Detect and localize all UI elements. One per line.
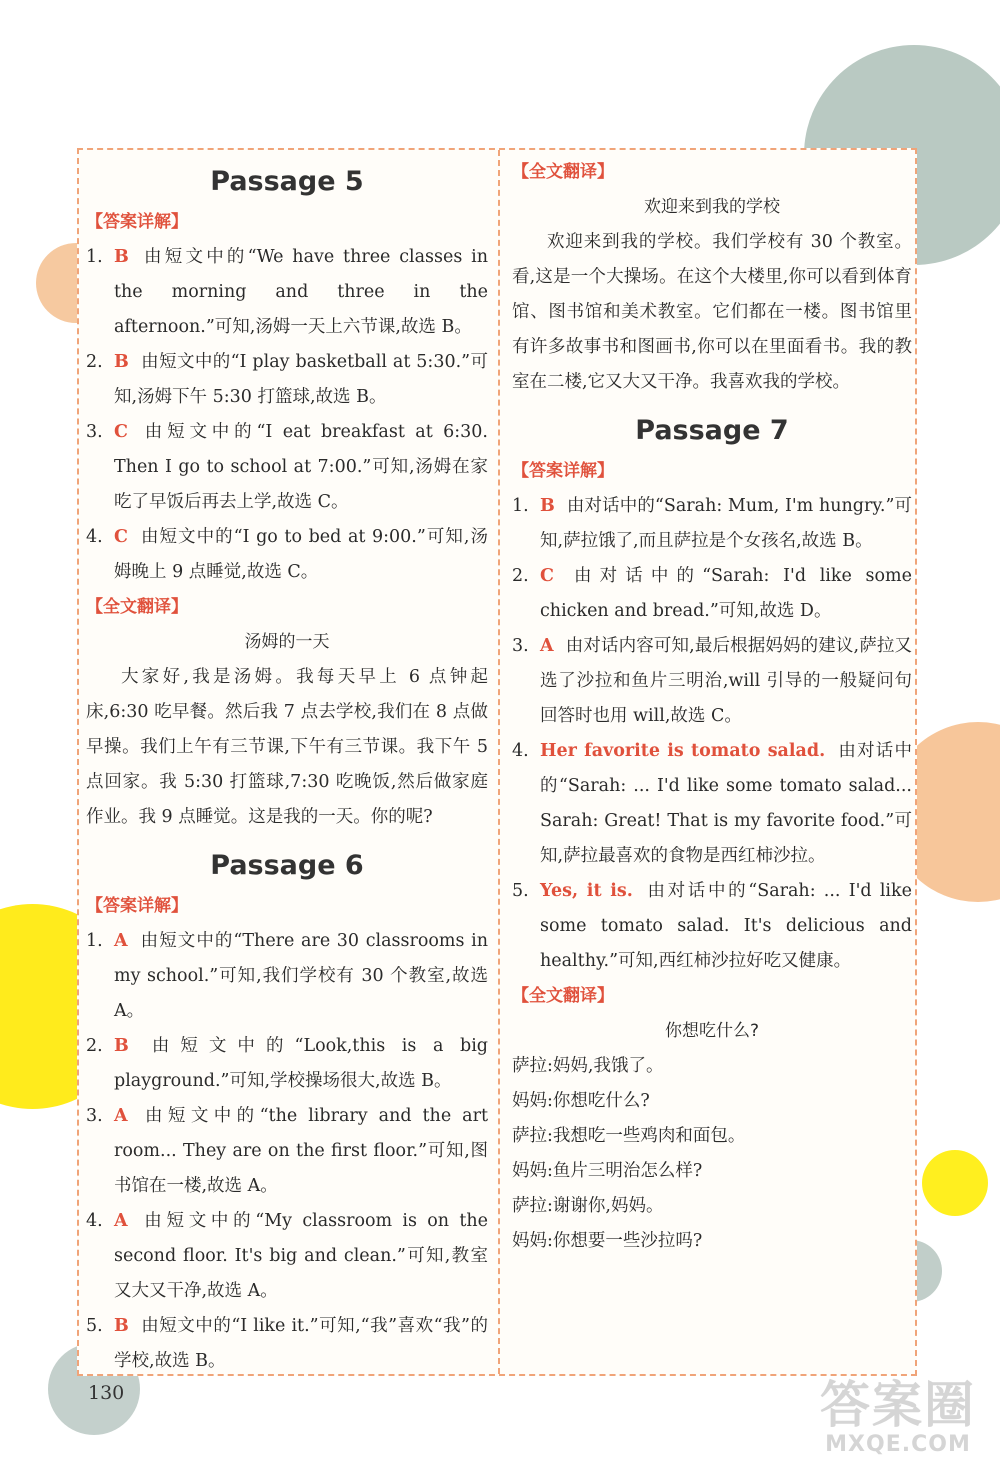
dialogue-line: 妈妈:你想要一些沙拉吗? bbox=[512, 1231, 703, 1251]
passage-7-translation-title: 你想吃什么? bbox=[664, 1021, 760, 1041]
watermark-site: MXQE.COM bbox=[825, 1432, 971, 1457]
answer-explanation: 由短文中的“We have three classes in the morning and three in the afternoon.”可知,汤姆一天上六节课,故选 B。 bbox=[114, 247, 488, 337]
answer-item bbox=[86, 1309, 488, 1379]
item-number: 4. bbox=[86, 527, 103, 547]
item-number: 4. bbox=[512, 741, 529, 761]
answer-item bbox=[86, 415, 488, 520]
passage-5-answers-tag: 【答案详解】 bbox=[86, 212, 188, 232]
answer-item bbox=[86, 1099, 488, 1204]
passage-6-translation-title: 欢迎来到我的学校 bbox=[644, 197, 780, 217]
passage-5-translation: 大家好,我是汤姆。我每天早上 6 点钟起床,6:30 吃早餐。然后我 7 点去学校,我们在 8 点做早操。我们上午有三节课,下午有三节课。我下午 5 点回家。我 5:30 打篮球,7:30 吃晚饭,然后做家庭作业。我 9 点睡觉。这是我的一天。你的呢? bbox=[86, 667, 488, 827]
answer-letter: B bbox=[114, 1316, 129, 1336]
watermark-logo bbox=[820, 1376, 976, 1457]
right-column bbox=[512, 155, 912, 1259]
answer-explanation: 由短文中的“There are 30 classrooms in my school.”可知,我们学校有 30 个教室,故选 A。 bbox=[114, 931, 488, 1021]
answer-item bbox=[512, 734, 912, 874]
answer-explanation: 由对话中的“Sarah: ... I'd like some tomato salad... Sarah: Great! That is my favorite food.”可知,萨拉最喜欢的食物是西红柿沙拉。 bbox=[540, 741, 912, 866]
answer-item bbox=[512, 559, 912, 629]
dialogue-line: 萨拉:我想吃一些鸡肉和面包。 bbox=[512, 1126, 746, 1146]
answer-explanation: 由短文中的“I play basketball at 5:30.”可知,汤姆下午 5:30 打篮球,故选 B。 bbox=[114, 352, 488, 407]
dialogue-line: 萨拉:谢谢你,妈妈。 bbox=[512, 1196, 664, 1216]
answer-letter: A bbox=[540, 636, 554, 656]
item-number: 5. bbox=[86, 1316, 103, 1336]
answer-phrase: Yes, it is. bbox=[540, 881, 633, 901]
answer-letter: C bbox=[540, 566, 554, 586]
answer-item bbox=[86, 1029, 488, 1099]
answer-explanation: 由短文中的“I eat breakfast at 6:30. Then I go to school at 7:00.”可知,汤姆在家吃了早饭后再去上学,故选 C。 bbox=[114, 422, 488, 512]
answer-letter: A bbox=[114, 931, 128, 951]
answer-explanation: 由对话内容可知,最后根据妈妈的建议,萨拉又选了沙拉和鱼片三明治,will 引导的一般疑问句回答时也用 will,故选 C。 bbox=[540, 636, 912, 726]
passage-5-translation-tag: 【全文翻译】 bbox=[86, 597, 188, 617]
answer-item bbox=[512, 874, 912, 979]
answer-letter: B bbox=[540, 496, 555, 516]
item-number: 5. bbox=[512, 881, 529, 901]
left-column bbox=[86, 157, 488, 1379]
answer-explanation: 由短文中的“I like it.”可知,“我”喜欢“我”的学校,故选 B。 bbox=[114, 1316, 488, 1371]
answer-item bbox=[86, 345, 488, 415]
answer-item bbox=[86, 924, 488, 1029]
answer-explanation: 由短文中的“My classroom is on the second floor. It's big and clean.”可知,教室又大又干净,故选 A。 bbox=[114, 1211, 488, 1301]
item-number: 2. bbox=[86, 352, 103, 372]
page-number: 130 bbox=[88, 1382, 125, 1404]
item-number: 2. bbox=[86, 1036, 103, 1056]
item-number: 1. bbox=[86, 247, 103, 267]
answer-phrase: Her favorite is tomato salad. bbox=[540, 741, 826, 761]
item-number: 4. bbox=[86, 1211, 103, 1231]
passage-6-answers-tag: 【答案详解】 bbox=[86, 896, 188, 916]
answer-item bbox=[86, 240, 488, 345]
passage-5-title: Passage 5 bbox=[210, 166, 364, 197]
answer-letter: C bbox=[114, 422, 128, 442]
passage-6-title: Passage 6 bbox=[210, 850, 364, 881]
answer-explanation: 由短文中的“I go to bed at 9:00.”可知,汤姆晚上 9 点睡觉,故选 C。 bbox=[114, 527, 488, 582]
answer-explanation: 由对话中的“Sarah: ... I'd like some tomato salad. It's delicious and healthy.”可知,西红柿沙拉好吃又健康。 bbox=[540, 881, 912, 971]
answer-letter: B bbox=[114, 352, 129, 372]
item-number: 3. bbox=[86, 422, 103, 442]
passage-7-answers-tag: 【答案详解】 bbox=[512, 461, 614, 481]
item-number: 2. bbox=[512, 566, 529, 586]
passage-7-translation-tag: 【全文翻译】 bbox=[512, 986, 614, 1006]
answer-explanation: 由短文中的“Look,this is a big playground.”可知,学校操场很大,故选 B。 bbox=[114, 1036, 488, 1091]
dialogue-line: 萨拉:妈妈,我饿了。 bbox=[512, 1056, 664, 1076]
answer-explanation: 由对话中的“Sarah: Mum, I'm hungry.”可知,萨拉饿了,而且萨拉是个女孩名,故选 B。 bbox=[540, 496, 912, 551]
dialogue-line: 妈妈:鱼片三明治怎么样? bbox=[512, 1161, 703, 1181]
answer-item bbox=[512, 629, 912, 734]
answer-explanation: 由对话中的“Sarah: I'd like some chicken and bread.”可知,故选 D。 bbox=[540, 566, 912, 621]
answer-letter: C bbox=[114, 527, 128, 547]
answer-item bbox=[512, 489, 912, 559]
answer-letter: B bbox=[114, 1036, 129, 1056]
answer-letter: B bbox=[114, 247, 129, 267]
answer-explanation: 由短文中的“the library and the art room... They are on the first floor.”可知,图书馆在一楼,故选 A。 bbox=[114, 1106, 488, 1196]
watermark-logo-text: 答案圈 bbox=[820, 1376, 976, 1434]
decor-circle-yellow-right bbox=[922, 1150, 988, 1216]
dialogue-line: 妈妈:你想吃什么? bbox=[512, 1091, 650, 1111]
answer-item bbox=[86, 520, 488, 590]
column-divider bbox=[498, 150, 500, 1374]
item-number: 1. bbox=[86, 931, 103, 951]
item-number: 3. bbox=[512, 636, 529, 656]
item-number: 3. bbox=[86, 1106, 103, 1126]
passage-5-translation-title: 汤姆的一天 bbox=[244, 632, 330, 652]
answer-item bbox=[86, 1204, 488, 1309]
answer-letter: A bbox=[114, 1211, 128, 1231]
passage-6-translation: 欢迎来到我的学校。我们学校有 30 个教室。看,这是一个大操场。在这个大楼里,你可以看到体育馆、图书馆和美术教室。它们都在一楼。图书馆里有许多故事书和图画书,你可以在里面看书。我的教室在二楼,它又大又干净。我喜欢我的学校。 bbox=[512, 232, 912, 392]
item-number: 1. bbox=[512, 496, 529, 516]
passage-6-translation-tag: 【全文翻译】 bbox=[512, 162, 614, 182]
passage-7-title: Passage 7 bbox=[635, 415, 789, 446]
answer-letter: A bbox=[114, 1106, 128, 1126]
